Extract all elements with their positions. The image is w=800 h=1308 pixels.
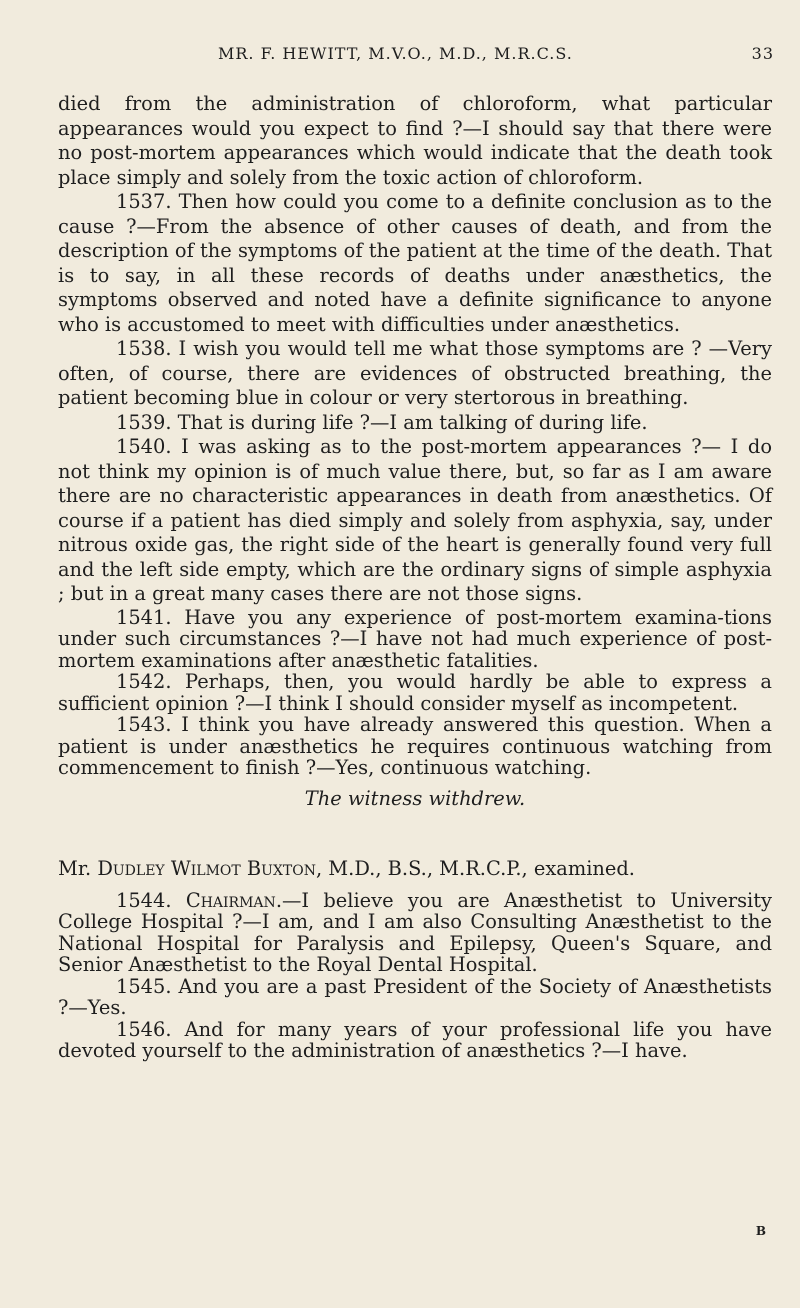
witness-withdrew-line: The witness withdrew. bbox=[304, 786, 526, 810]
body-text bbox=[58, 92, 772, 1062]
running-header bbox=[218, 44, 786, 64]
signature-mark: B bbox=[755, 1224, 766, 1238]
paragraph: 1541. Have you any experience of post-mortem examina-tions under such circumstances ?—I have not had much experience of post-mortem examinations after anæsthetic fatalities. bbox=[58, 605, 772, 672]
examined-suffix: , M.D., B.S., M.R.C.P., examined. bbox=[315, 857, 635, 880]
paragraph: 1546. And for many years of your professional life you have devoted yourself to the administration of anæsthetics ?—I have. bbox=[58, 1017, 772, 1062]
paragraph: 1542. Perhaps, then, you would hardly be able to express a sufficient opinion ?—I think I should consider myself as incompetent. bbox=[58, 670, 772, 715]
witness-name: Dudley Wilmot Buxton bbox=[97, 857, 316, 880]
paragraph: 1538. I wish you would tell me what those symptoms are ? —Very often, of course, there are evidences of obstructed breathing, the patient becoming blue in colour or very stertorous in breathing. bbox=[58, 337, 772, 409]
paragraph: 1545. And you are a past President of the Society of Anæsthetists ?—Yes. bbox=[58, 974, 772, 1019]
paragraph: 1540. I was asking as to the post-mortem appearances ?— I do not think my opinion is of much value there, but, so far as I am aware there are no characteristic appearances in death from anæsthetics. Of course if a patient has died simply and solely from asphyxia, say, under nitrous oxide gas, the right side of the heart is generally found very full and the left side empty, which are the ordinary signs of simple asphyxia ; but in a great many cases there are not those signs. bbox=[58, 435, 772, 605]
paragraph: died from the administration of chloroform, what particular appearances would you expect to find ?—I should say that there were no post-mortem appearances which would indicate that the death took place simply and solely from the toxic action of chloroform. bbox=[58, 92, 772, 189]
section-gap bbox=[58, 811, 772, 857]
examined-line bbox=[58, 857, 772, 882]
paragraph bbox=[58, 890, 772, 976]
paragraph: 1543. I think you have already answered this question. When a patient is under anæsthetics he requires continuous watching from commencement to finish ?—Yes, continuous watching. bbox=[58, 713, 772, 779]
header-title: MR. F. HEWITT, M.V.O., M.D., M.R.C.S. bbox=[218, 44, 573, 63]
paragraph: 1539. That is during life ?—I am talking of during life. bbox=[116, 410, 648, 434]
paragraph: 1537. Then how could you come to a definite conclusion as to the cause ?—From the absence of other causes of death, and from the description of the symptoms of the patient at the time of the death. That is to say, in all these records of deaths under anæsthetics, the symptoms observed and noted have a definite significance to anyone who is accustomed to meet with difficulties under anæsthetics. bbox=[58, 190, 772, 336]
question-number: 1544. bbox=[116, 888, 186, 912]
page-number: 33 bbox=[751, 44, 774, 63]
speaker-name: Chairman bbox=[185, 888, 276, 912]
examined-prefix: Mr. bbox=[58, 857, 98, 880]
paragraph-text: .—I believe you are Anæsthetist to University College Hospital ?—I am, and I am also Consulting Anæsthetist to the National Hospital for Paralysis and Epilepsy, Queen's Square, and Senior Anæsthetist to the Royal Dental Hospital. bbox=[58, 888, 772, 976]
